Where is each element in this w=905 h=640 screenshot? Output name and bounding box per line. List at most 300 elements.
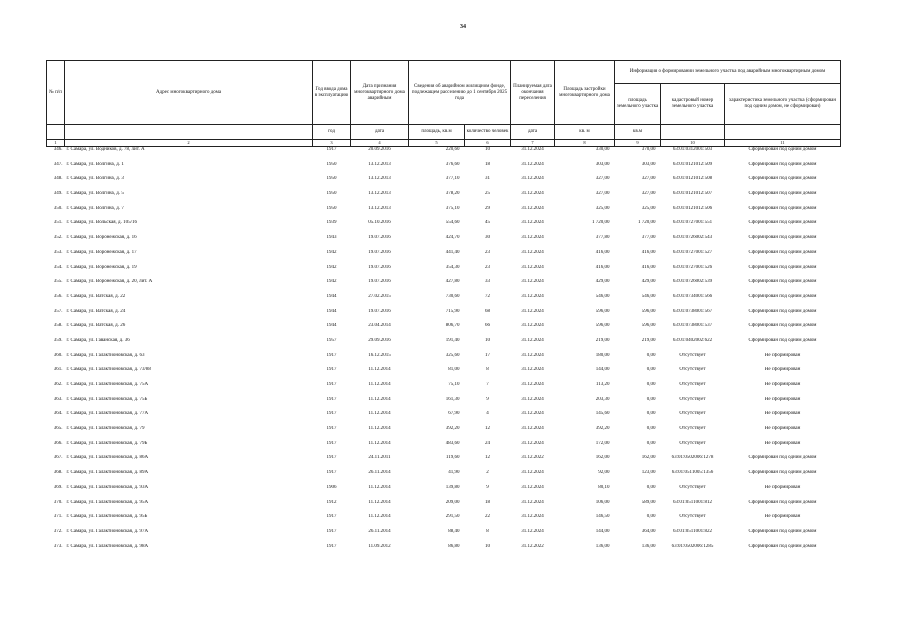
planned-date-cell: 31.12.2024 [521, 161, 544, 167]
row-number: 351. [53, 220, 63, 226]
area-cell: 191,40 [445, 337, 460, 343]
address-cell: г. Самара, ул. Воронежская, д. 17 [66, 249, 137, 255]
land-char-cell: Сформирован под одним домом [748, 293, 817, 299]
table-row [47, 338, 841, 353]
building-area-cell: 327,00 [595, 176, 610, 182]
table-row [47, 191, 841, 206]
land-area-cell: 429,00 [641, 279, 656, 285]
people-cell: 23 [485, 264, 490, 270]
address-cell: г. Самара, ул. Галактионовская, д. 93А [66, 484, 149, 490]
row-number: 368. [53, 470, 63, 476]
planned-date-cell: 31.12.2024 [521, 484, 544, 490]
header-address: Адрес многоквартирного дома [65, 61, 313, 125]
address-cell: г. Самара, ул. Водников, д. 78, лит. А [66, 147, 145, 152]
header-land-info: Информация о формировании земельного участка под аварийным многоквартирным домом [615, 61, 841, 84]
cadastral-cell: 63:01:0726002:543 [672, 235, 713, 241]
table-row [47, 514, 841, 529]
column-number: 11 [725, 140, 841, 147]
cadastral-cell: 63:01:0511005:1356 [671, 470, 714, 476]
planned-date-cell: 31.12.2024 [521, 323, 544, 329]
address-cell: г. Самара, ул. Ватская, д. 22 [66, 293, 126, 299]
land-char-cell: Не сформирован [764, 440, 801, 446]
year-cell: 1917 [326, 426, 337, 432]
planned-date-cell: 31.12.2024 [521, 367, 544, 373]
address-cell: г. Самара, ул. Галактионовская, д. 63 [66, 352, 145, 358]
header-unit-people: количество человек [465, 125, 511, 140]
date-cell: 13.12.2013 [368, 191, 391, 197]
header-land-char: характеристика земельного участка (сформирован под одним домом, не сформирован) [725, 84, 841, 125]
table-row [47, 176, 841, 191]
area-cell: 325,60 [445, 352, 460, 358]
land-area-cell: 0,00 [646, 426, 656, 432]
row-number: 353. [53, 249, 63, 255]
column-number: 9 [615, 140, 661, 147]
table-row [47, 250, 841, 265]
address-cell: г. Самара, ул. Воронежская, д. 19 [66, 264, 137, 270]
table-row [47, 544, 841, 559]
row-number: 360. [53, 352, 63, 358]
building-area-cell: 106,00 [595, 499, 610, 505]
address-cell: г. Самара, ул. Ватская, д. 26 [66, 323, 126, 329]
date-cell: 11.12.2014 [368, 484, 391, 490]
address-cell: г. Самара, ул. Галактионовская, д. 73/88 [66, 367, 151, 373]
row-number: 367. [53, 455, 63, 461]
people-cell: 33 [485, 279, 490, 285]
land-char-cell: Не сформирован [764, 514, 801, 520]
column-number: 8 [555, 140, 615, 147]
year-cell: 1906 [326, 484, 337, 490]
header-unit-empty [65, 125, 313, 140]
land-area-cell: 0,00 [646, 484, 656, 490]
date-cell: 26.11.2014 [368, 528, 391, 534]
address-cell: г. Самара, ул. Галактионовская, д. 95Б [66, 514, 148, 520]
header-unit-sqm: кв. м [555, 125, 615, 140]
row-number: 347. [53, 161, 63, 167]
cadastral-cell: 63:01:0727001:551 [672, 220, 713, 226]
year-cell: 1917 [326, 147, 337, 152]
address-cell: г. Самара, ул. Волгина, д. 7 [66, 205, 124, 211]
table-row [47, 367, 841, 382]
people-cell: 4 [486, 411, 489, 417]
table-row [47, 426, 841, 441]
planned-date-cell: 31.12.2024 [521, 382, 544, 387]
table-row [47, 309, 841, 324]
land-area-cell: 0,00 [646, 514, 656, 520]
cadastral-cell: 63:01:0727001:527 [672, 249, 713, 255]
area-cell: 354,30 [445, 264, 460, 270]
planned-date-cell: 31.12.2024 [521, 528, 544, 534]
header-unit-empty [725, 125, 841, 140]
cadastral-cell: 63:01:0738001:537 [672, 323, 713, 329]
address-cell: г. Самара, ул. Галактионовская, д. 79 [66, 426, 145, 432]
page-number: 34 [460, 24, 466, 30]
area-cell: 376,60 [445, 161, 460, 167]
row-number: 357. [53, 308, 63, 314]
land-char-cell: Сформирован под одним домом [748, 205, 817, 211]
building-area-cell: 92,00 [598, 470, 610, 476]
row-number: 366. [53, 440, 63, 446]
building-area-cell: 162,00 [595, 455, 610, 461]
land-area-cell: 589,00 [641, 499, 656, 505]
table-row [47, 441, 841, 456]
land-char-cell: Не сформирован [764, 396, 801, 402]
planned-date-cell: 31.12.2024 [521, 440, 544, 446]
table-row [47, 397, 841, 412]
area-cell: 119,60 [445, 455, 460, 461]
row-number: 352. [53, 235, 63, 241]
date-cell: 05.10.2016 [368, 220, 391, 226]
row-number: 346. [53, 147, 63, 152]
column-number: 6 [465, 140, 511, 147]
cadastral-cell: 63:01:0734001:566 [672, 293, 713, 299]
land-area-cell: 162,00 [641, 455, 656, 461]
people-cell: 12 [485, 455, 490, 461]
land-area-cell: 123,00 [641, 470, 656, 476]
header-unit-year: год [313, 125, 351, 140]
row-number: 356. [53, 293, 63, 299]
building-area-cell: 219,00 [595, 337, 610, 343]
building-area-cell: 392,20 [595, 426, 610, 432]
land-area-cell: 370,00 [641, 147, 656, 152]
date-cell: 11.12.2014 [368, 367, 391, 373]
date-cell: 26.11.2014 [368, 470, 391, 476]
building-area-cell: 429,00 [595, 279, 610, 285]
row-number: 373. [53, 543, 63, 549]
table-row [47, 382, 841, 397]
address-cell: г. Самара, ул. Воронежская, д. 16 [66, 235, 137, 241]
header-unit-date2: дата [511, 125, 555, 140]
cadastral-cell: Отсутствует [679, 352, 706, 358]
land-area-cell: 136,00 [641, 543, 656, 549]
date-cell: 19.07.2016 [368, 308, 391, 314]
date-cell: 11.12.2014 [368, 426, 391, 432]
table-row [47, 147, 841, 162]
land-char-cell: Сформирован под одним домом [748, 528, 817, 534]
area-cell: 730,60 [445, 293, 460, 299]
planned-date-cell: 31.12.2024 [521, 514, 544, 520]
row-number: 348. [53, 176, 63, 182]
people-cell: 2 [486, 470, 489, 476]
land-char-cell: Сформирован под одним домом [748, 470, 817, 476]
building-area-cell: 596,00 [595, 308, 610, 314]
header-date-emergency: Дата признания многоквартирного дома аварийным [351, 61, 409, 125]
cadastral-cell: Отсутствует [679, 426, 706, 432]
row-number: 358. [53, 323, 63, 329]
cadastral-cell: 63:01:0726002:539 [672, 279, 713, 285]
header-unit-sqm2: кв.м [615, 125, 661, 140]
land-area-cell: 596,00 [641, 308, 656, 314]
area-cell: 88,40 [448, 528, 460, 534]
land-area-cell: 1 720,00 [638, 220, 656, 226]
date-cell: 19.07.2016 [368, 264, 391, 270]
date-cell: 11.12.2014 [368, 396, 391, 402]
area-cell: 209,00 [445, 499, 460, 505]
row-number: 365. [53, 426, 63, 432]
area-cell: 554,60 [445, 220, 460, 226]
building-area-cell: 327,00 [595, 191, 610, 197]
year-cell: 1957 [326, 337, 337, 343]
year-cell: 1950 [326, 191, 337, 197]
land-area-cell: 303,00 [641, 161, 656, 167]
year-cell: 1939 [326, 220, 337, 226]
planned-date-cell: 31.12.2024 [521, 470, 544, 476]
year-cell: 1917 [326, 470, 337, 476]
planned-date-cell: 31.12.2024 [521, 337, 544, 343]
address-cell: г. Самара, ул. Галактионовская, д. 98А [66, 543, 149, 549]
land-area-cell: 377,00 [641, 235, 656, 241]
address-cell: г. Самара, ул. Волгина, д. 5 [66, 191, 124, 197]
cadastral-cell: 63:01:0121012:507 [672, 191, 713, 197]
area-cell: 86,80 [448, 543, 460, 549]
date-cell: 24.11.2011 [368, 455, 391, 461]
land-char-cell: Сформирован под одним домом [748, 235, 817, 241]
row-number: 350. [53, 205, 63, 211]
land-area-cell: 416,00 [641, 249, 656, 255]
building-area-cell: 144,00 [595, 367, 610, 373]
area-cell: 441,40 [445, 249, 460, 255]
land-char-cell: Не сформирован [764, 352, 801, 358]
land-char-cell: Сформирован под одним домом [748, 147, 817, 152]
date-cell: 11.12.2014 [368, 411, 391, 417]
area-cell: 806,70 [445, 323, 460, 329]
year-cell: 1942 [326, 264, 337, 270]
cadastral-cell: Отсутствует [679, 382, 706, 387]
row-number: 362. [53, 382, 63, 387]
land-char-cell: Не сформирован [764, 367, 801, 373]
planned-date-cell: 31.12.2024 [521, 249, 544, 255]
date-cell: 27.02.2015 [368, 293, 391, 299]
cadastral-cell: 63:01:0121012:508 [672, 176, 713, 182]
date-cell: 11.12.2014 [368, 514, 391, 520]
planned-date-cell: 31.12.2024 [521, 235, 544, 241]
cadastral-cell: 63:01:0502006:1285 [671, 543, 714, 549]
building-area-cell: 377,80 [595, 235, 610, 241]
address-cell: г. Самара, ул. Ватская, д. 24 [66, 308, 126, 314]
planned-date-cell: 31.12.2022 [521, 455, 544, 461]
header-cadastral: кадастровый номер земельного участка [661, 84, 725, 125]
land-area-cell: 0,00 [646, 352, 656, 358]
table-row [47, 455, 841, 470]
cadastral-cell: Отсутствует [679, 440, 706, 446]
row-number: 364. [53, 411, 63, 417]
year-cell: 1944 [326, 323, 337, 329]
land-char-cell: Сформирован под одним домом [748, 264, 817, 270]
year-cell: 1950 [326, 205, 337, 211]
date-cell: 16.12.2015 [368, 352, 391, 358]
header-unit-empty [47, 125, 65, 140]
column-number: 10 [661, 140, 725, 147]
table-row [47, 265, 841, 280]
year-cell: 1917 [326, 367, 337, 373]
year-cell: 1942 [326, 279, 337, 285]
header-unit-area: площадь, кв.м [409, 125, 465, 140]
people-cell: 7 [486, 382, 489, 387]
date-cell: 13.12.2013 [368, 161, 391, 167]
land-area-cell: 0,00 [646, 382, 656, 387]
date-cell: 11.09.2012 [368, 543, 391, 549]
land-char-cell: Сформирован под одним домом [748, 337, 817, 343]
building-area-cell: 1 720,00 [592, 220, 610, 226]
land-char-cell: Сформирован под одним домом [748, 323, 817, 329]
year-cell: 1917 [326, 352, 337, 358]
row-number: 371. [53, 514, 63, 520]
area-cell: 41,90 [448, 470, 460, 476]
cadastral-cell: Отсутствует [679, 411, 706, 417]
people-cell: 45 [485, 220, 490, 226]
year-cell: 1917 [326, 396, 337, 402]
column-number: 4 [351, 140, 409, 147]
land-area-cell: 546,00 [641, 293, 656, 299]
year-cell: 1942 [326, 249, 337, 255]
area-cell: 427,80 [445, 279, 460, 285]
building-area-cell: 136,00 [595, 543, 610, 549]
date-cell: 29.09.2016 [368, 337, 391, 343]
people-cell: 25 [485, 191, 490, 197]
header-land-area: площадь земельного участка [615, 84, 661, 125]
table-row [47, 485, 841, 500]
table-row [47, 235, 841, 250]
emergency-housing-table [46, 60, 841, 558]
cadastral-cell: Отсутствует [679, 367, 706, 373]
building-area-cell: 330,00 [595, 147, 610, 152]
date-cell: 19.07.2016 [368, 279, 391, 285]
header-building-area: Площадь застройки многоквартирного дома [555, 61, 615, 125]
people-cell: 9 [486, 396, 489, 402]
land-area-cell: 0,00 [646, 396, 656, 402]
date-cell: 20.09.2016 [368, 147, 391, 152]
land-char-cell: Не сформирован [764, 426, 801, 432]
land-area-cell: 0,00 [646, 440, 656, 446]
date-cell: 13.12.2013 [368, 176, 391, 182]
address-cell: г. Самара, ул. Галактионовская, д. 89А [66, 470, 149, 476]
people-cell: 24 [485, 440, 490, 446]
people-cell: 23 [485, 249, 490, 255]
cadastral-cell: 63:01:0121012:509 [672, 161, 713, 167]
table-row [47, 411, 841, 426]
building-area-cell: 146,50 [595, 514, 610, 520]
date-cell: 19.07.2016 [368, 235, 391, 241]
people-cell: 72 [485, 293, 490, 299]
area-cell: 81,00 [448, 367, 460, 373]
building-area-cell: 596,00 [595, 323, 610, 329]
cadastral-cell: 63:01:0738001:567 [672, 308, 713, 314]
area-cell: 75,10 [448, 382, 460, 387]
people-cell: 22 [485, 514, 490, 520]
table-row [47, 470, 841, 485]
cadastral-cell: 63:01:0727001:526 [672, 264, 713, 270]
land-char-cell: Сформирован под одним домом [748, 543, 817, 549]
land-area-cell: 325,00 [641, 205, 656, 211]
year-cell: 1917 [326, 528, 337, 534]
cadastral-cell: 63:01:0502006:1278 [671, 455, 714, 461]
area-cell: 483,60 [445, 440, 460, 446]
building-area-cell: 80,10 [598, 484, 610, 490]
people-cell: 29 [485, 205, 490, 211]
table-row [47, 162, 841, 177]
building-area-cell: 325,00 [595, 205, 610, 211]
planned-date-cell: 31.12.2024 [521, 147, 544, 152]
year-cell: 1950 [326, 176, 337, 182]
area-cell: 424,70 [445, 235, 460, 241]
planned-date-cell: 31.12.2024 [521, 352, 544, 358]
date-cell: 19.07.2016 [368, 249, 391, 255]
land-char-cell: Не сформирован [764, 382, 801, 387]
building-area-cell: 416,00 [595, 249, 610, 255]
header-year-built: Год ввода дома в эксплуатацию [313, 61, 351, 125]
address-cell: г. Самара, ул. Галактионовская, д. 86А [66, 455, 149, 461]
header-num: № п/п [47, 61, 65, 125]
building-area-cell: 203,30 [595, 396, 610, 402]
people-cell: 68 [485, 308, 490, 314]
year-cell: 1944 [326, 293, 337, 299]
land-area-cell: 364,00 [641, 528, 656, 534]
land-area-cell: 416,00 [641, 264, 656, 270]
land-char-cell: Сформирован под одним домом [748, 308, 817, 314]
cadastral-cell: Отсутствует [679, 396, 706, 402]
row-number: 361. [53, 367, 63, 373]
area-cell: 67,90 [448, 411, 460, 417]
land-char-cell: Сформирован под одним домом [748, 249, 817, 255]
date-cell: 11.12.2014 [368, 440, 391, 446]
area-cell: 392,20 [445, 426, 460, 432]
address-cell: г. Самара, ул. Галактионовская, д. 79Б [66, 440, 148, 446]
address-cell: г. Самара, ул. Галактионовская, д. 77А [66, 411, 149, 417]
people-cell: 8 [486, 367, 489, 373]
land-area-cell: 327,00 [641, 176, 656, 182]
cadastral-cell: Отсутствует [679, 514, 706, 520]
row-number: 355. [53, 279, 63, 285]
people-cell: 10 [485, 147, 490, 152]
year-cell: 1917 [326, 514, 337, 520]
row-number: 369. [53, 484, 63, 490]
planned-date-cell: 31.12.2024 [521, 220, 544, 226]
area-cell: 161,30 [445, 396, 460, 402]
cadastral-cell: 63:01:0312001:503 [672, 147, 713, 152]
building-area-cell: 144,00 [595, 528, 610, 534]
people-cell: 18 [485, 499, 490, 505]
year-cell: 1917 [326, 440, 337, 446]
table-row [47, 294, 841, 309]
planned-date-cell: 31.12.2024 [521, 279, 544, 285]
land-char-cell: Сформирован под одним домом [748, 279, 817, 285]
people-cell: 9 [486, 484, 489, 490]
land-char-cell: Не сформирован [764, 411, 801, 417]
building-area-cell: 303,00 [595, 161, 610, 167]
column-number: 7 [511, 140, 555, 147]
address-cell: г. Самара, ул. Галактионовская, д. 75А [66, 382, 149, 387]
date-cell: 23.04.2014 [368, 323, 391, 329]
table-row [47, 500, 841, 515]
planned-date-cell: 31.12.2024 [521, 308, 544, 314]
area-cell: 291,50 [445, 514, 460, 520]
address-cell: г. Самара, ул. Галактионовская, д. 97А [66, 528, 149, 534]
planned-date-cell: 31.12.2024 [521, 264, 544, 270]
land-char-cell: Сформирован под одним домом [748, 161, 817, 167]
people-cell: 10 [485, 543, 490, 549]
year-cell: 1917 [326, 455, 337, 461]
land-area-cell: 0,00 [646, 367, 656, 373]
area-cell: 377,10 [445, 176, 460, 182]
table-row [47, 323, 841, 338]
people-cell: 12 [485, 426, 490, 432]
planned-date-cell: 31.12.2024 [521, 426, 544, 432]
planned-date-cell: 31.12.2022 [521, 543, 544, 549]
address-cell: г. Самара, ул. Галактионовская, д. 75Б [66, 396, 148, 402]
planned-date-cell: 31.12.2024 [521, 205, 544, 211]
cadastral-cell: Отсутствует [679, 484, 706, 490]
planned-date-cell: 31.12.2024 [521, 293, 544, 299]
building-area-cell: 113,20 [595, 382, 610, 387]
